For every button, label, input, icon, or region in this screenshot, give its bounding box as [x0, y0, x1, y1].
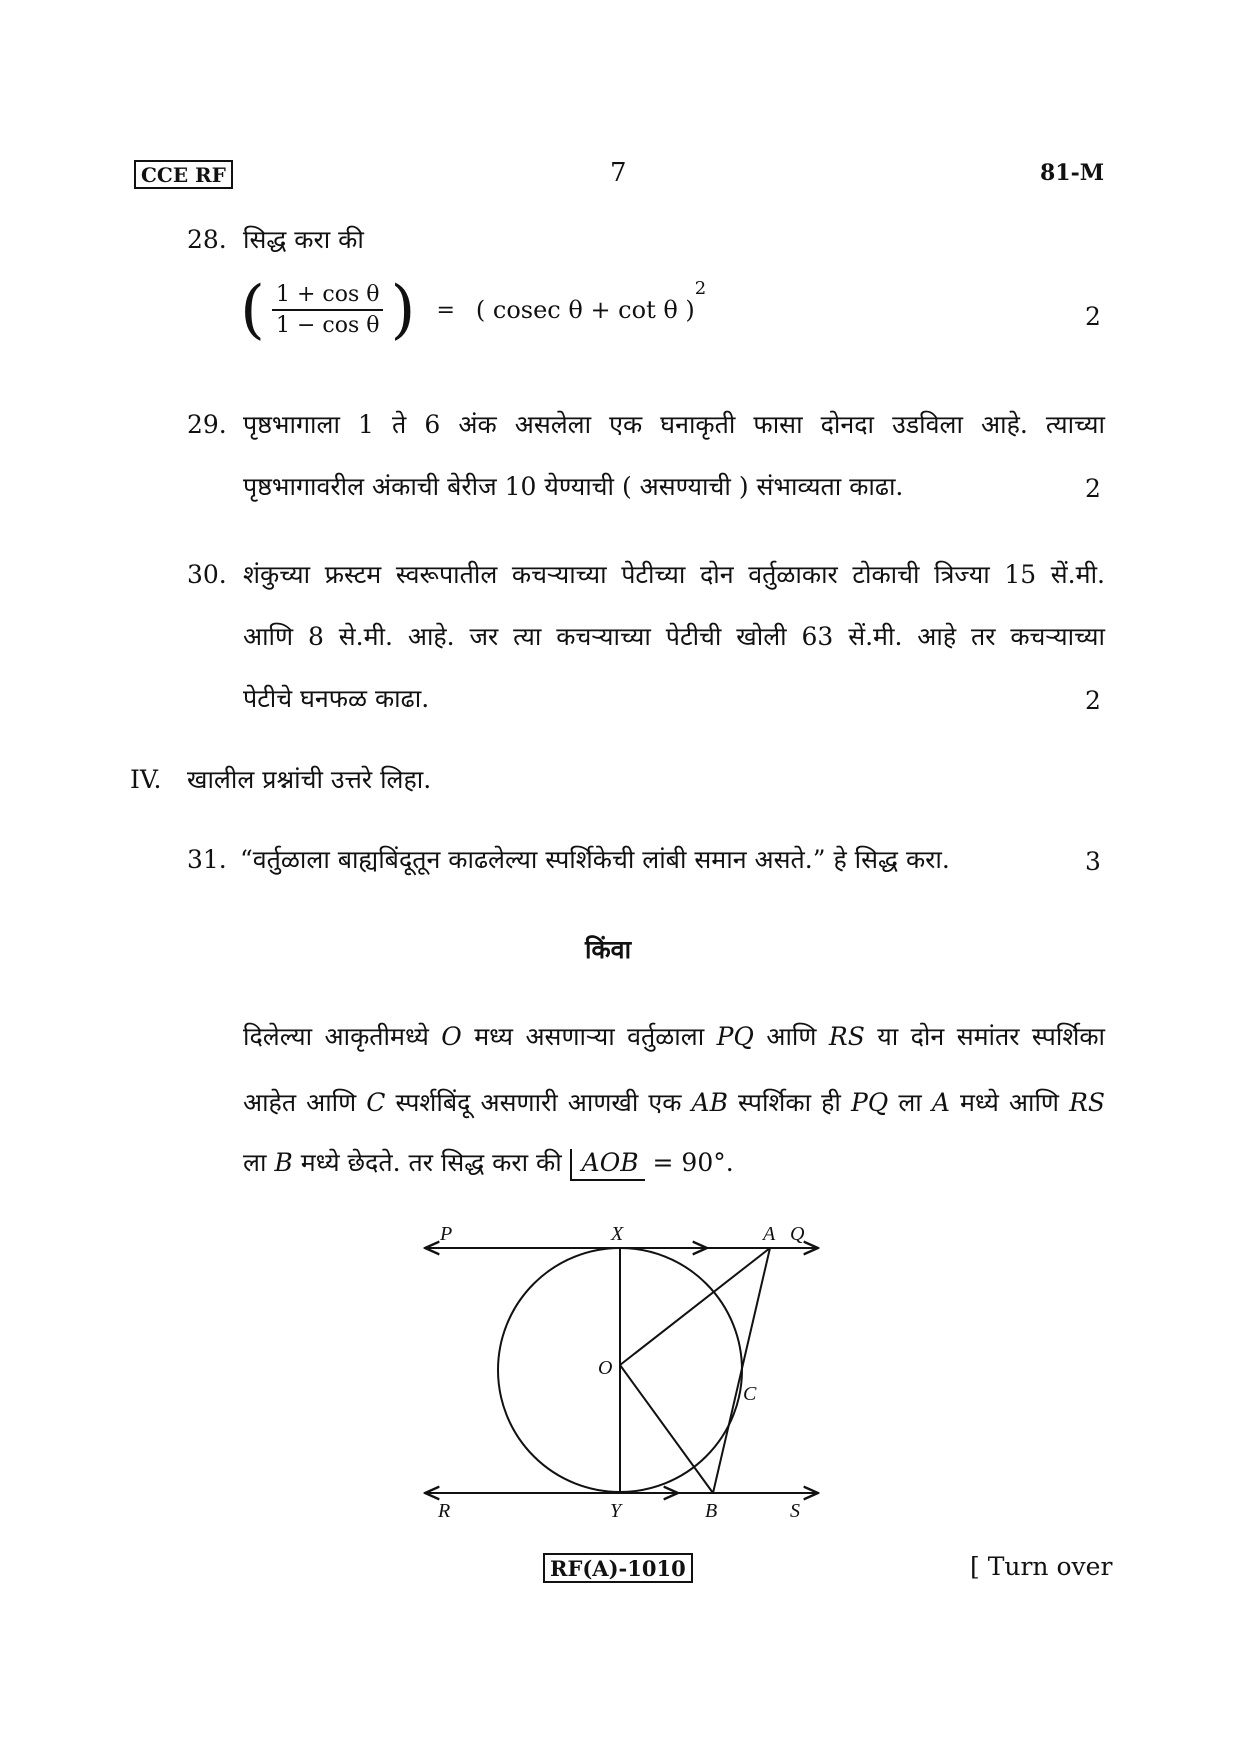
q29-number: 29.	[187, 410, 227, 439]
alt-l3-text-c: = 90°.	[652, 1148, 734, 1177]
label-c: C	[743, 1383, 757, 1405]
alt-l1-text-b: मध्य असणाऱ्या वर्तुळाला	[474, 1022, 705, 1051]
alt-l2-A: A	[931, 1088, 950, 1117]
geometry-figure	[400, 1210, 840, 1530]
q31-number: 31.	[187, 845, 227, 874]
q31-marks: 3	[1085, 847, 1101, 876]
alt-line1	[243, 1022, 1105, 1052]
right-paren: )	[390, 273, 416, 347]
q28-text: सिद्ध करा की	[243, 225, 364, 254]
alt-l2-RS: RS	[1069, 1088, 1106, 1117]
alt-l2-text-d: ला	[898, 1088, 922, 1117]
alt-l2-C: C	[366, 1088, 386, 1117]
q30-marks: 2	[1085, 686, 1101, 715]
q30-line1: शंकुच्या फ्रस्टम स्वरूपातील कचऱ्याच्या पेटीच्या दोन वर्तुळाकार टोकाची त्रिज्या 15 सें.मी.	[243, 560, 1105, 589]
section-title: खालील प्रश्नांची उत्तरे लिहा.	[187, 765, 432, 794]
alt-l1-PQ: PQ	[716, 1022, 754, 1051]
fraction-denominator: 1 − cos θ	[275, 313, 380, 338]
angle-aob: AOB	[570, 1149, 645, 1181]
alt-l1-RS: RS	[828, 1022, 865, 1051]
q31-text: “वर्तुळाला बाह्यबिंदूतून काढलेल्या स्पर्शिकेची लांबी समान असते.” हे सिद्ध करा.	[240, 845, 950, 874]
label-r: R	[438, 1500, 451, 1522]
fraction	[272, 282, 384, 338]
q29-line2: पृष्ठभागावरील अंकाची बेरीज 10 येण्याची ( असण्याची ) संभाव्यता काढा.	[243, 472, 904, 501]
subject-code: 81-M	[1040, 160, 1105, 186]
q28-equation	[240, 273, 707, 347]
left-paren: (	[240, 273, 265, 347]
alt-l1-text-c: आणि	[766, 1022, 817, 1051]
footer-code-box: RF(A)-1010	[543, 1553, 693, 1583]
page-number: 7	[610, 158, 627, 188]
q28-exponent: 2	[694, 278, 707, 299]
alt-l2-text-b: स्पर्शबिंदू असणारी आणखी एक	[395, 1088, 682, 1117]
turn-over: [ Turn over	[970, 1552, 1113, 1581]
alt-l1-text-d: या दोन समांतर स्पर्शिका	[877, 1022, 1105, 1051]
or-label: किंवा	[585, 935, 632, 964]
fraction-numerator: 1 + cos θ	[272, 282, 384, 311]
alt-l2-PQ: PQ	[850, 1088, 889, 1117]
label-x: X	[611, 1223, 624, 1245]
section-number: IV.	[130, 765, 162, 794]
label-p: P	[440, 1223, 453, 1245]
alt-l3-text-b: मध्ये छेदते. तर सिद्ध करा की	[300, 1148, 562, 1177]
label-a: A	[763, 1223, 776, 1245]
q30-line3: पेटीचे घनफळ काढा.	[243, 684, 430, 713]
alt-l2-text-c: स्पर्शिका ही	[738, 1088, 841, 1117]
alt-l3-text-a: ला	[243, 1148, 267, 1177]
alt-l3-B: B	[274, 1148, 293, 1177]
equals-sign: =	[436, 297, 455, 323]
q29-line1: पृष्ठभागाला 1 ते 6 अंक असलेला एक घनाकृती फासा दोनदा उडविला आहे. त्याच्या	[243, 410, 1105, 439]
alt-line3	[243, 1148, 734, 1181]
q28-rhs: ( cosec θ + cot θ )	[475, 296, 695, 324]
label-q: Q	[790, 1223, 805, 1245]
q28-number: 28.	[187, 225, 227, 254]
label-o: O	[598, 1357, 613, 1379]
paper-code-box: CCE RF	[134, 160, 233, 189]
alt-l2-text-a: आहेत आणि	[243, 1088, 357, 1117]
alt-l2-AB: AB	[691, 1088, 728, 1117]
label-b: B	[705, 1500, 718, 1522]
q28-marks: 2	[1085, 302, 1101, 331]
alt-line2	[243, 1088, 1105, 1118]
alt-l2-text-e: मध्ये आणि	[959, 1088, 1059, 1117]
label-s: S	[790, 1500, 800, 1522]
label-y: Y	[610, 1500, 622, 1522]
alt-l1-text-a: दिलेल्या आकृतीमध्ये	[243, 1022, 429, 1051]
q29-marks: 2	[1085, 474, 1101, 503]
q30-line2: आणि 8 से.मी. आहे. जर त्या कचऱ्याच्या पेटीची खोली 63 सें.मी. आहे तर कचऱ्याच्या	[243, 622, 1105, 651]
alt-l1-O: O	[441, 1022, 462, 1051]
segment-ob	[620, 1365, 713, 1493]
q30-number: 30.	[187, 560, 227, 589]
